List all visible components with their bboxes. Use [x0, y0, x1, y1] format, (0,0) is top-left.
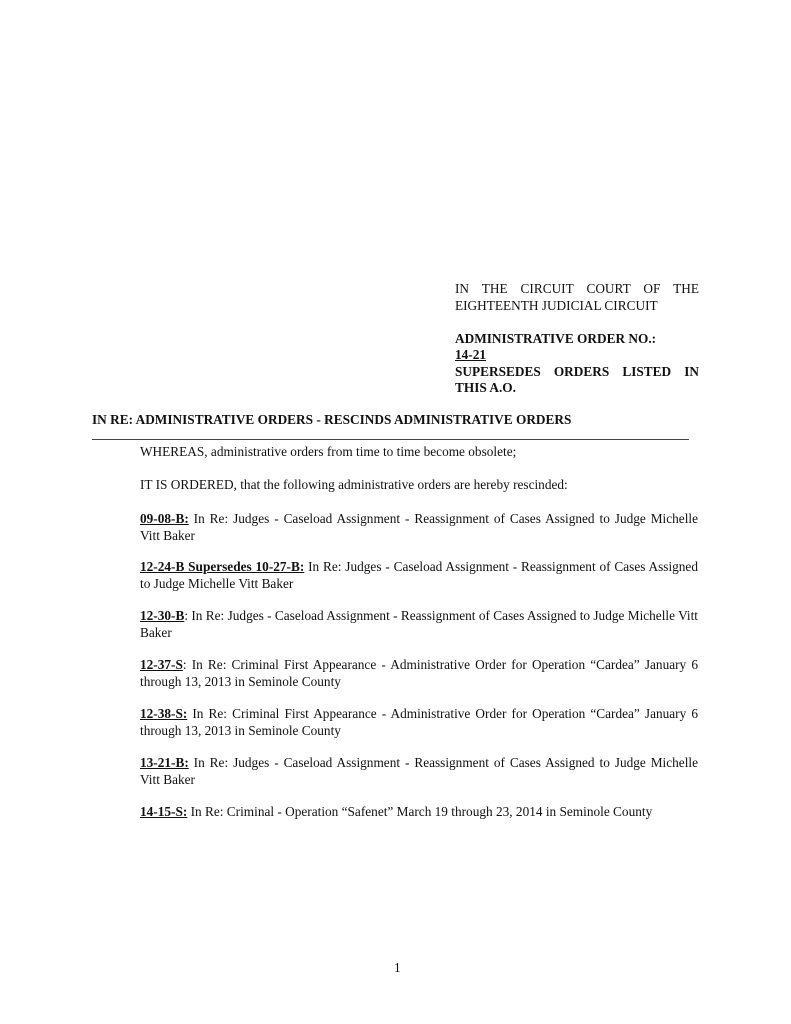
court-name-line2: EIGHTEENTH JUDICIAL CIRCUIT	[455, 297, 658, 313]
order-code: 14-15-S:	[140, 804, 188, 819]
rescinded-order-item	[140, 510, 698, 544]
rescinded-order-item	[140, 803, 698, 820]
order-code: 12-24-B Supersedes 10-27-B:	[140, 559, 305, 574]
court-name-line1: IN THE CIRCUIT COURT OF THE	[455, 281, 699, 296]
order-label: ADMINISTRATIVE ORDER NO.:	[455, 330, 657, 346]
order-description: In Re: Criminal First Appearance - Administrative Order for Operation “Cardea” January 6 through 13, 2013 in Seminole County	[140, 657, 698, 689]
supersedes-line1: SUPERSEDES ORDERS LISTED IN	[455, 363, 699, 379]
rescinded-order-item: 12-30-B: In Re: Judges - Caseload Assignment - Reassignment of Cases Assigned to Judge Michelle Vitt Baker	[140, 608, 698, 640]
order-description: In Re: Criminal First Appearance - Administrative Order for Operation “Cardea” January 6 through 13, 2013 in Seminole County	[140, 706, 698, 738]
order-description: In Re: Judges - Caseload Assignment - Reassignment of Cases Assigned to Judge Michelle Vitt Baker	[140, 755, 698, 787]
ordered-clause: IT IS ORDERED, that the following administrative orders are hereby rescinded:	[140, 477, 568, 492]
order-description: In Re: Judges - Caseload Assignment - Reassignment of Cases Assigned to Judge Michelle Vitt Baker	[140, 511, 698, 543]
order-code: 12-30-B	[140, 608, 185, 623]
order-code: 12-37-S	[140, 657, 183, 672]
case-caption	[455, 281, 699, 397]
rescinded-order-item	[140, 754, 698, 788]
order-code: 13-21-B:	[140, 755, 189, 770]
rescinded-order-item	[140, 705, 698, 739]
order-code: 12-38-S:	[140, 706, 188, 721]
title-divider	[92, 439, 689, 440]
order-description: In Re: Judges - Caseload Assignment - Reassignment of Cases Assigned to Judge Michelle Vitt Baker	[140, 559, 698, 591]
order-title: IN RE: ADMINISTRATIVE ORDERS - RESCINDS ADMINISTRATIVE ORDERS	[92, 412, 572, 427]
page-number: 1	[394, 960, 401, 975]
order-description: In Re: Judges - Caseload Assignment - Reassignment of Cases Assigned to Judge Michelle Vitt Baker	[140, 608, 698, 640]
order-description: In Re: Criminal - Operation “Safenet” March 19 through 23, 2014 in Seminole County	[187, 804, 653, 819]
whereas-clause: WHEREAS, administrative orders from time to time become obsolete;	[140, 444, 517, 459]
order-code: 09-08-B:	[140, 511, 189, 526]
order-number: 14-21	[455, 347, 487, 362]
rescinded-order-item	[140, 558, 698, 592]
rescinded-order-item: 12-37-S: In Re: Criminal First Appearance - Administrative Order for Operation “Cardea” January 6 through 13, 2013 in Seminole County	[140, 657, 698, 689]
supersedes-line2: THIS A.O.	[455, 380, 516, 395]
